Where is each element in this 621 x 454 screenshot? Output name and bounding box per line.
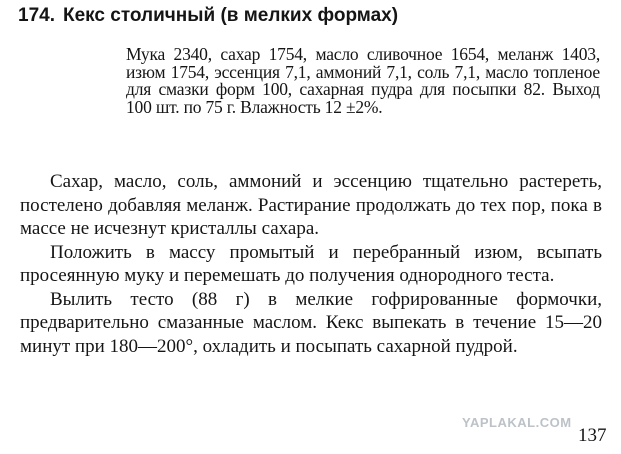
instruction-paragraph-2: Положить в массу промытый и перебранный изюм, всыпать просеянную муку и перемешать до получения однородного теста.: [20, 241, 602, 286]
recipe-number: 174.: [18, 5, 55, 26]
page-number: 137: [578, 425, 607, 446]
recipe-heading: [18, 4, 608, 28]
instruction-paragraph-1: Сахар, масло, соль, аммоний и эссенцию тщательно растереть, постелено добавляя меланж. Растирание продолжать до тех пор, пока в массе не исчезнут кристаллы сахара.: [20, 171, 602, 239]
instructions: [20, 170, 602, 358]
instruction-paragraph-3: Вылить тесто (88 г) в мелкие гофрированные формочки, предварительно смазанные маслом. Кекс выпекать в течение 15—20 минут при 180—200°, охладить и посыпать сахарной пудрой.: [20, 288, 602, 357]
ingredients-list: Мука 2340, сахар 1754, масло сливочное 1654, меланж 1403, изюм 1754, эссенция 7,1, аммоний 7,1, соль 7,1, масло топленое для смазки форм 100, сахарная пудра для посыпки 82. Выход 100 шт. по 75 г. Влажность 12 ±2%.: [126, 44, 600, 117]
site-watermark: YAPLAKAL.COM: [462, 415, 572, 430]
recipe-title: Кекс столичный (в мелких формах): [62, 5, 399, 26]
